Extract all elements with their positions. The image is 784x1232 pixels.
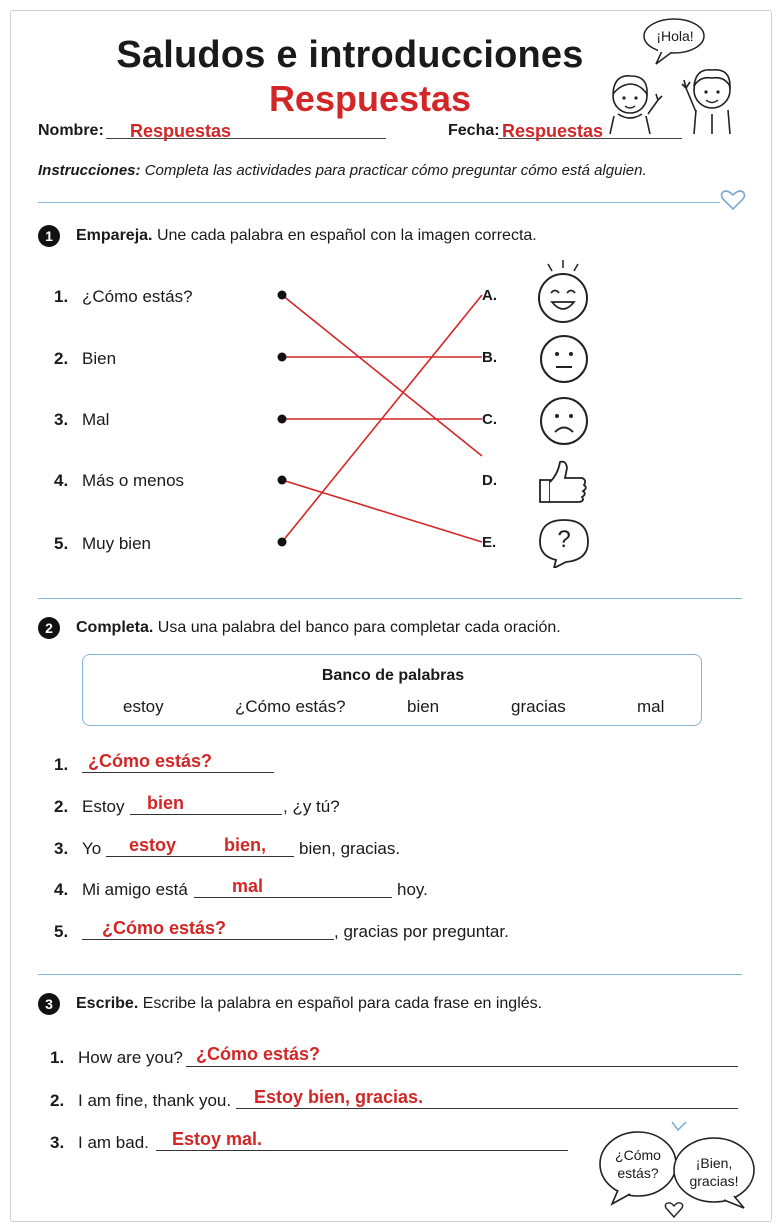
fill-item [54, 880, 188, 900]
word-bank-word: estoy [123, 697, 164, 716]
divider [38, 202, 720, 203]
match-item-number: 2. [54, 349, 69, 368]
section3-number: 3 [38, 993, 60, 1015]
section1-heading [76, 227, 537, 245]
write-item [50, 1091, 231, 1111]
write-answer: ¿Cómo estás? [196, 1044, 321, 1064]
match-item [54, 349, 116, 369]
question-mark: ? [557, 526, 571, 553]
write-answer: Estoy mal. [172, 1129, 263, 1149]
date-value: Respuestas [502, 121, 604, 141]
page-subtitle: Respuestas [268, 78, 472, 119]
write-item-number: 2. [50, 1091, 65, 1110]
section2-instruction: Usa una palabra del banco para completar cada oración. [157, 619, 561, 636]
match-letter: D. [482, 472, 497, 489]
section3-title: Escribe. [76, 995, 139, 1012]
match-item-number: 1. [54, 287, 69, 306]
divider [38, 974, 742, 975]
fill-answer: bien, [224, 835, 267, 855]
fill-blank[interactable] [194, 877, 392, 898]
match-item [54, 410, 109, 430]
match-dot [278, 353, 287, 362]
fill-answer: estoy [129, 835, 177, 855]
matching-lines [270, 280, 500, 555]
page-title: Saludos e introducciones [116, 34, 584, 76]
section2-title: Completa. [76, 619, 154, 636]
word-bank-title: Banco de palabras [321, 667, 465, 684]
fill-answer: bien [147, 793, 185, 813]
fill-item-pre: Mi amigo está [82, 880, 188, 899]
bubble-question-line: ¿Cómo [615, 1147, 661, 1163]
bubble-answer-line: gracias! [689, 1173, 739, 1189]
word-bank-word: ¿Cómo estás? [235, 697, 346, 716]
match-dot [278, 476, 287, 485]
match-letter: B. [482, 349, 497, 366]
match-line [282, 480, 482, 542]
fill-item-number-text: 3. [54, 839, 69, 858]
write-item-prompt: I am bad. [78, 1133, 149, 1152]
fill-item-pre: Estoy [82, 797, 125, 816]
fill-item-number-text: 4. [54, 880, 69, 899]
write-item [50, 1133, 149, 1153]
fill-item-number-text: 1. [54, 755, 69, 774]
word-bank-word: gracias [511, 697, 566, 716]
name-label: Nombre: [38, 122, 104, 139]
instructions [38, 162, 647, 179]
date-label: Fecha: [448, 122, 500, 139]
worksheet-page [10, 10, 772, 1222]
fill-item-post: hoy. [397, 880, 428, 899]
thumbs-up-icon [536, 456, 592, 508]
fill-item-number-text: 5. [54, 922, 69, 941]
write-item-number: 1. [50, 1048, 65, 1067]
section3-heading [76, 995, 542, 1013]
section2-number: 2 [38, 617, 60, 639]
neutral-face-icon [538, 333, 590, 385]
match-item [54, 471, 184, 491]
bubble-question-line: estás? [617, 1165, 659, 1181]
name-value: Respuestas [130, 121, 232, 141]
instructions-text: Completa las actividades para practicar cómo preguntar cómo está alguien. [144, 162, 647, 179]
write-item-number: 3. [50, 1133, 65, 1152]
match-letter: E. [482, 534, 497, 551]
heart-icon [720, 188, 746, 212]
fill-item-post: , ¿y tú? [283, 797, 340, 816]
fill-answer: ¿Cómo estás? [88, 751, 213, 771]
word-bank-word: mal [637, 697, 665, 716]
match-dot [278, 415, 287, 424]
hola-bubble-text: ¡Hola! [656, 28, 694, 44]
section2-heading [76, 619, 561, 637]
match-item-text: Bien [82, 349, 117, 368]
match-line [282, 295, 482, 456]
happy-face-icon [532, 258, 594, 326]
write-item-prompt: How are you? [78, 1048, 183, 1067]
write-item [50, 1048, 183, 1068]
match-item [54, 287, 193, 307]
match-item-text: Muy bien [82, 534, 151, 553]
bubble-answer-line: ¡Bien, [695, 1155, 733, 1171]
match-item-text: ¿Cómo estás? [82, 287, 193, 306]
fill-item-post: bien, gracias. [299, 839, 401, 858]
match-item-text: Más o menos [82, 471, 185, 490]
section1-instruction: Une cada palabra en español con la imagen correcta. [156, 227, 537, 244]
fill-item-pre: Yo [82, 839, 102, 858]
match-letter: A. [482, 287, 497, 304]
word-bank [82, 654, 702, 726]
fill-item-post: , gracias por preguntar. [334, 922, 509, 941]
divider [38, 598, 742, 599]
match-item-number: 5. [54, 534, 69, 553]
match-letter: C. [482, 411, 497, 428]
fill-item-number-text: 2. [54, 797, 69, 816]
fill-answer: mal [232, 876, 264, 896]
section1-number: 1 [38, 225, 60, 247]
write-item-prompt: I am fine, thank you. [78, 1091, 232, 1110]
match-item-text: Mal [82, 410, 110, 429]
match-item-number: 4. [54, 471, 69, 490]
bubble-question [606, 1146, 670, 1182]
fill-item-number [54, 922, 82, 942]
match-dot [278, 538, 287, 547]
match-item-number: 3. [54, 410, 69, 429]
word-bank-word: bien [407, 697, 440, 716]
sad-face-icon [538, 395, 590, 447]
fill-answer: ¿Cómo estás? [102, 918, 227, 938]
write-answer: Estoy bien, gracias. [254, 1087, 424, 1107]
fill-item [54, 839, 101, 859]
section1-title: Empareja. [76, 227, 153, 244]
match-dot [278, 291, 287, 300]
match-item [54, 534, 151, 554]
fill-item [54, 797, 125, 817]
fill-item-number [54, 755, 82, 775]
section3-instruction: Escribe la palabra en español para cada frase en inglés. [142, 995, 543, 1012]
bubble-answer [682, 1154, 746, 1190]
instructions-label: Instrucciones: [38, 162, 141, 179]
